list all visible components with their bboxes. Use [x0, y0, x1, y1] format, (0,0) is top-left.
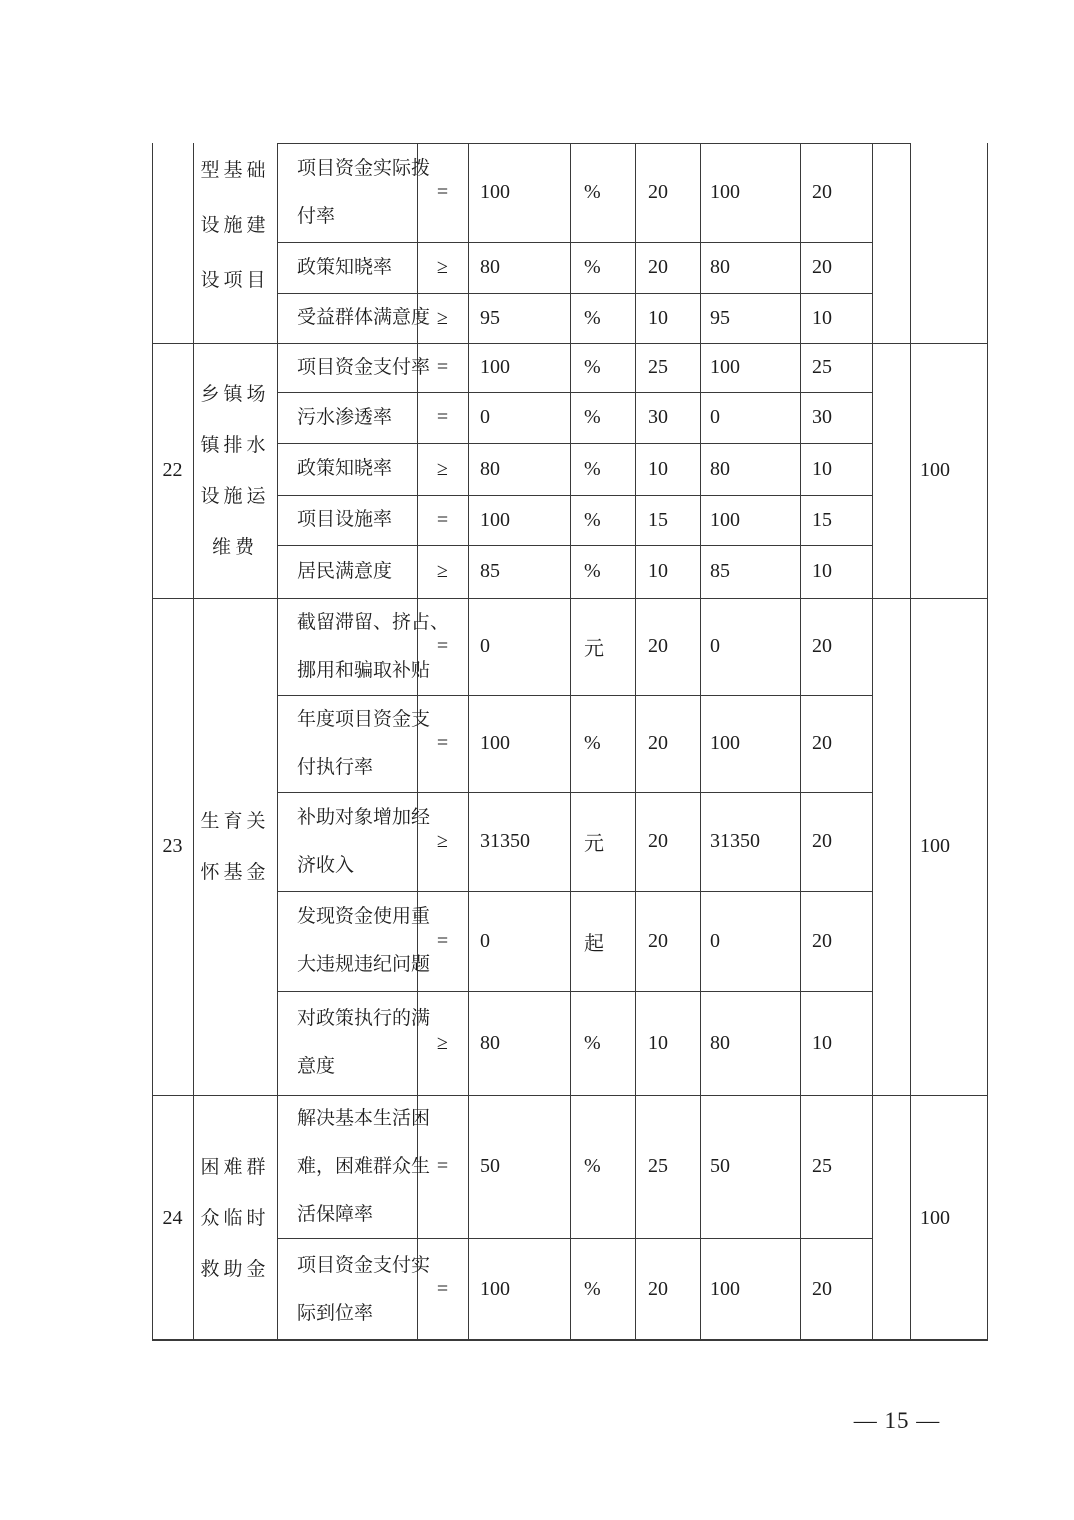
indicator-name-line: 项目资金实际拨 [297, 157, 431, 179]
indicator-name-line: 截留滞留、挤占、 [297, 611, 450, 633]
weight-cell: 30 [648, 406, 668, 428]
project-name-line: 生育关 [200, 810, 270, 832]
weight-cell: 20 [648, 1278, 668, 1300]
weight-cell: 10 [648, 1031, 668, 1054]
project-name-line: 困难群 [200, 1156, 270, 1178]
score-cell: 20 [812, 256, 832, 278]
unit-cell: % [584, 181, 601, 203]
score-cell: 20 [812, 1278, 832, 1300]
indicator-name-line: 活保障率 [297, 1203, 374, 1225]
actual-value-cell: 85 [710, 560, 730, 582]
unit-cell: 元 [584, 833, 604, 855]
unit-cell: 起 [584, 932, 604, 955]
indicator-name-line: 发现资金使用重 [297, 906, 431, 927]
group-number-cell: 22 [162, 459, 183, 481]
actual-value-cell: 100 [710, 732, 740, 754]
weight-cell: 20 [648, 929, 668, 952]
operator-cell: = [436, 732, 449, 754]
actual-value-cell: 80 [710, 457, 730, 480]
operator-cell: = [436, 356, 449, 378]
score-cell: 20 [812, 732, 832, 754]
unit-cell: % [584, 1031, 601, 1054]
actual-value-cell: 100 [710, 356, 740, 378]
actual-value-cell: 0 [710, 635, 720, 657]
unit-cell: % [584, 457, 601, 480]
score-cell: 10 [812, 560, 832, 582]
indicator-cell [277, 1095, 431, 1238]
weight-cell: 15 [648, 508, 668, 531]
target-value-cell: 0 [480, 929, 490, 952]
target-value-cell: 80 [480, 1031, 500, 1054]
weight-cell: 20 [648, 256, 668, 278]
indicator-name-line: 济收入 [297, 854, 355, 876]
project-name-line: 乡镇场 [200, 383, 270, 405]
operator-cell: ≥ [437, 306, 448, 329]
group-total-cell [910, 143, 988, 343]
operator-cell: ≥ [437, 457, 448, 480]
operator-cell: = [436, 181, 449, 203]
project-name-line: 维费 [211, 536, 258, 558]
project-name-cell [193, 343, 277, 598]
project-name-line: 怀基金 [200, 861, 270, 883]
weight-cell: 10 [648, 560, 668, 582]
target-value-cell: 80 [480, 457, 500, 480]
performance-indicator-table [152, 143, 988, 1341]
score-cell: 10 [812, 457, 832, 480]
weight-cell: 10 [648, 306, 668, 329]
indicator-name-line: 污水渗透率 [297, 406, 393, 428]
score-cell: 25 [812, 356, 832, 378]
score-cell: 20 [812, 635, 832, 657]
actual-value-cell: 50 [710, 1155, 730, 1177]
weight-cell: 20 [648, 181, 668, 203]
weight-cell: 20 [648, 635, 668, 657]
target-value-cell: 95 [480, 306, 500, 329]
indicator-name-line: 大违规违纪问题 [297, 954, 431, 975]
actual-value-cell: 80 [710, 256, 730, 278]
actual-value-cell: 31350 [710, 830, 760, 852]
indicator-name-line: 补助对象增加经 [297, 806, 431, 828]
operator-cell: ≥ [437, 256, 448, 278]
actual-value-cell: 100 [710, 508, 740, 531]
operator-cell: ≥ [437, 560, 448, 582]
group-number-cell: 24 [162, 1206, 183, 1229]
indicator-cell [277, 242, 417, 293]
indicator-cell [277, 443, 417, 495]
score-cell: 20 [812, 929, 832, 952]
indicator-name-line: 对政策执行的满 [297, 1008, 431, 1029]
unit-cell: % [584, 732, 601, 754]
indicator-name-line: 际到位率 [297, 1302, 374, 1324]
score-cell: 15 [812, 508, 832, 531]
indicator-name-line: 政策知晓率 [297, 458, 393, 479]
target-value-cell: 0 [480, 406, 490, 428]
weight-cell: 10 [648, 457, 668, 480]
group-total-cell: 100 [920, 459, 950, 481]
indicator-name-line: 项目设施率 [297, 509, 393, 530]
unit-cell: % [584, 1278, 601, 1300]
group-total-cell: 100 [920, 835, 950, 857]
actual-value-cell: 100 [710, 1278, 740, 1300]
indicator-cell [277, 392, 417, 443]
score-cell: 20 [812, 181, 832, 203]
indicator-name-line: 挪用和骗取补贴 [297, 659, 431, 681]
indicator-cell [277, 695, 431, 792]
score-cell: 20 [812, 830, 832, 852]
indicator-cell [277, 143, 431, 242]
score-cell: 10 [812, 306, 832, 329]
project-name-line: 型基础 [200, 160, 270, 181]
indicator-cell [277, 495, 417, 545]
indicator-name-line: 解决基本生活困 [297, 1107, 431, 1129]
indicator-name-line: 付率 [297, 205, 336, 227]
indicator-cell [277, 598, 450, 695]
unit-cell: % [584, 256, 601, 278]
target-value-cell: 85 [480, 560, 500, 582]
project-name-cell [193, 143, 277, 343]
project-name-line: 设项目 [200, 270, 270, 291]
operator-cell: = [436, 406, 449, 428]
actual-value-cell: 0 [710, 929, 720, 952]
unit-cell: % [584, 356, 601, 378]
actual-value-cell: 0 [710, 406, 720, 428]
indicator-cell [277, 792, 431, 891]
project-name-line: 众临时 [200, 1207, 270, 1229]
project-name-line: 设施运 [200, 485, 270, 507]
indicator-cell [277, 1238, 431, 1341]
target-value-cell: 100 [480, 508, 510, 531]
weight-cell: 20 [648, 732, 668, 754]
table-border-line [872, 143, 873, 1341]
indicator-name-line: 难，困难群众生 [297, 1155, 431, 1177]
page-number: — 15 — [853, 1408, 941, 1433]
weight-cell: 25 [648, 356, 668, 378]
target-value-cell: 31350 [480, 830, 530, 852]
score-cell: 10 [812, 1031, 832, 1054]
project-name-line: 救助金 [200, 1258, 270, 1280]
target-value-cell: 80 [480, 256, 500, 278]
unit-cell: % [584, 1155, 601, 1177]
indicator-cell [277, 343, 431, 392]
indicator-name-line: 政策知晓率 [297, 256, 393, 278]
operator-cell: ≥ [437, 830, 448, 852]
target-value-cell: 100 [480, 1278, 510, 1300]
target-value-cell: 100 [480, 732, 510, 754]
operator-cell: = [436, 508, 449, 531]
indicator-cell [277, 545, 417, 598]
unit-cell: % [584, 560, 601, 582]
group-number-cell: 23 [162, 835, 183, 857]
indicator-name-line: 项目资金支付率 [297, 356, 431, 378]
indicator-name-line: 意度 [297, 1056, 336, 1077]
actual-value-cell: 100 [710, 181, 740, 203]
score-cell: 25 [812, 1155, 832, 1177]
actual-value-cell: 95 [710, 306, 730, 329]
group-number-cell [152, 143, 193, 343]
project-name-cell [193, 598, 277, 1095]
target-value-cell: 50 [480, 1155, 500, 1177]
indicator-name-line: 年度项目资金支 [297, 708, 431, 730]
target-value-cell: 100 [480, 181, 510, 203]
operator-cell: = [436, 1278, 449, 1300]
unit-cell: 元 [584, 638, 604, 660]
indicator-cell [277, 891, 431, 991]
indicator-name-line: 付执行率 [297, 756, 374, 778]
score-cell: 30 [812, 406, 832, 428]
project-name-cell [193, 1095, 277, 1341]
operator-cell: = [436, 1155, 449, 1177]
group-total-cell: 100 [920, 1206, 950, 1229]
project-name-line: 镇排水 [200, 434, 270, 456]
operator-cell: = [436, 929, 449, 952]
unit-cell: % [584, 406, 601, 428]
target-value-cell: 100 [480, 356, 510, 378]
unit-cell: % [584, 508, 601, 531]
operator-cell: = [436, 635, 449, 657]
project-name-line: 设施建 [200, 215, 270, 236]
target-value-cell: 0 [480, 635, 490, 657]
indicator-name-line: 居民满意度 [297, 560, 393, 582]
weight-cell: 20 [648, 830, 668, 852]
indicator-cell [277, 293, 431, 343]
weight-cell: 25 [648, 1155, 668, 1177]
indicator-name-line: 项目资金支付实 [297, 1254, 431, 1276]
operator-cell: ≥ [437, 1031, 448, 1054]
actual-value-cell: 80 [710, 1031, 730, 1054]
indicator-name-line: 受益群体满意度 [297, 307, 431, 328]
unit-cell: % [584, 306, 601, 329]
indicator-cell [277, 991, 431, 1095]
